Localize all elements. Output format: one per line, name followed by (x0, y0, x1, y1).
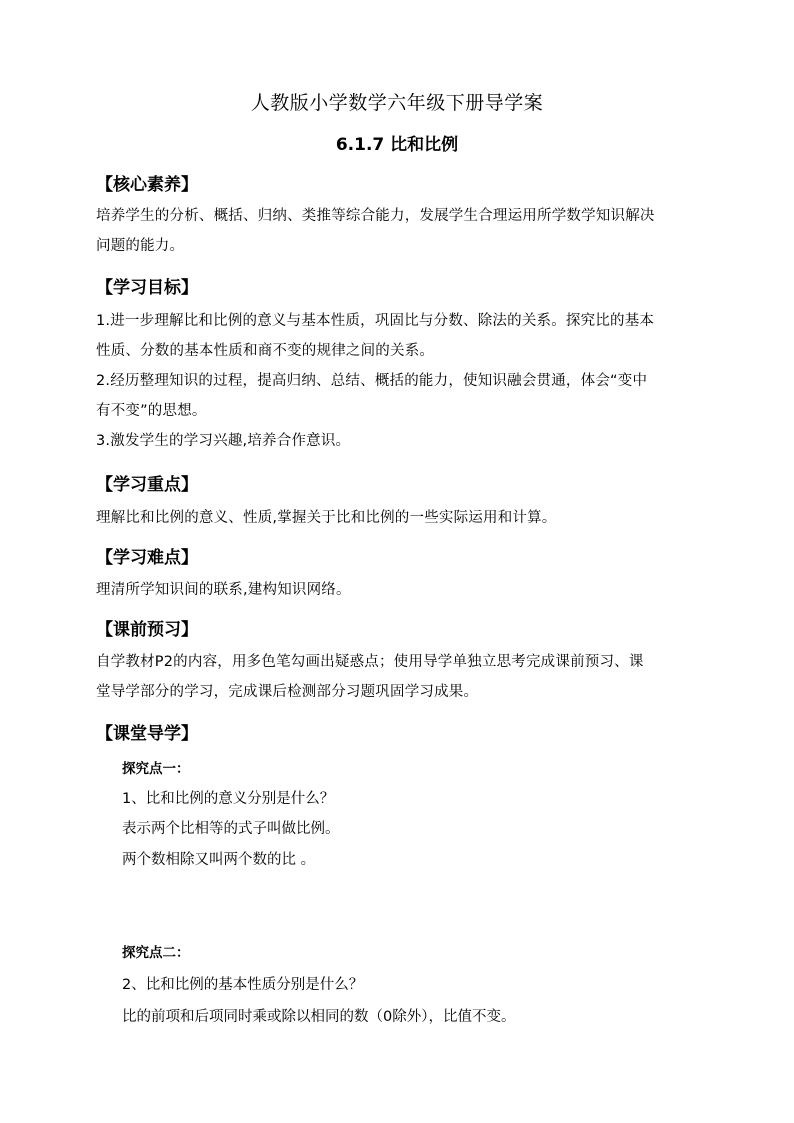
paragraph-line: 性质、分数的基本性质和商不变的规律之间的关系。 (96, 343, 435, 359)
paragraph-line: 自学教材P2的内容，用多色笔勾画出疑惑点；使用导学单独立思考完成课前预习、课 (96, 654, 644, 670)
section-heading-classroom: 【课堂导学】 (96, 724, 198, 744)
section-body-difficulty (96, 575, 706, 605)
paragraph-line: 理清所学知识间的联系,建构知识网络。 (96, 582, 351, 598)
section-body-focus (96, 503, 706, 533)
paragraph-line: 有不变”的思想。 (96, 403, 207, 419)
explore-point-1-question: 1、比和比例的意义分别是什么？ (122, 791, 335, 807)
explore-point-2-question: 2、比和比例的基本性质分别是什么？ (122, 977, 364, 993)
paragraph-line: 堂导学部分的学习，完成课后检测部分习题巩固学习成果。 (96, 684, 479, 700)
section-body-core (96, 201, 706, 261)
section-heading-core: 【核心素养】 (96, 175, 198, 195)
section-heading-preview: 【课前预习】 (96, 620, 198, 640)
paragraph-line: 3.激发学生的学习兴趣,培养合作意识。 (96, 433, 351, 449)
paragraph-line: 培养学生的分析、概括、归纳、类推等综合能力，发展学生合理运用所学数学知识解决 (96, 208, 655, 224)
document-subtitle: 6.1.7 比和比例 (335, 135, 459, 155)
document-title: 人教版小学数学六年级下册导学案 (250, 92, 544, 114)
explore-point-1-label: 探究点一： (122, 761, 190, 777)
paragraph-line: 2.经历整理知识的过程，提高归纳、总结、概括的能力，使知识融会贯通，体会“变中 (96, 373, 648, 389)
paragraph-line: 理解比和比例的意义、性质,掌握关于比和比例的一些实际运用和计算。 (96, 510, 557, 526)
explore-point-2-label: 探究点二： (122, 945, 190, 961)
section-body-goals (96, 306, 706, 456)
section-heading-goals: 【学习目标】 (96, 278, 198, 298)
explore-point-1-answer: 表示两个比相等的式子叫做比例。 (122, 821, 340, 837)
section-body-preview (96, 647, 706, 707)
explore-point-1-answer: 两个数相除又叫两个数的比 。 (122, 852, 316, 868)
paragraph-line: 1.进一步理解比和比例的意义与基本性质，巩固比与分数、除法的关系。探究比的基本 (96, 313, 655, 329)
paragraph-line: 问题的能力。 (96, 238, 185, 254)
explore-point-2-answer: 比的前项和后项同时乘或除以相同的数（0除外），比值不变。 (122, 1009, 516, 1025)
section-heading-focus: 【学习重点】 (96, 475, 198, 495)
section-heading-difficulty: 【学习难点】 (96, 548, 198, 568)
